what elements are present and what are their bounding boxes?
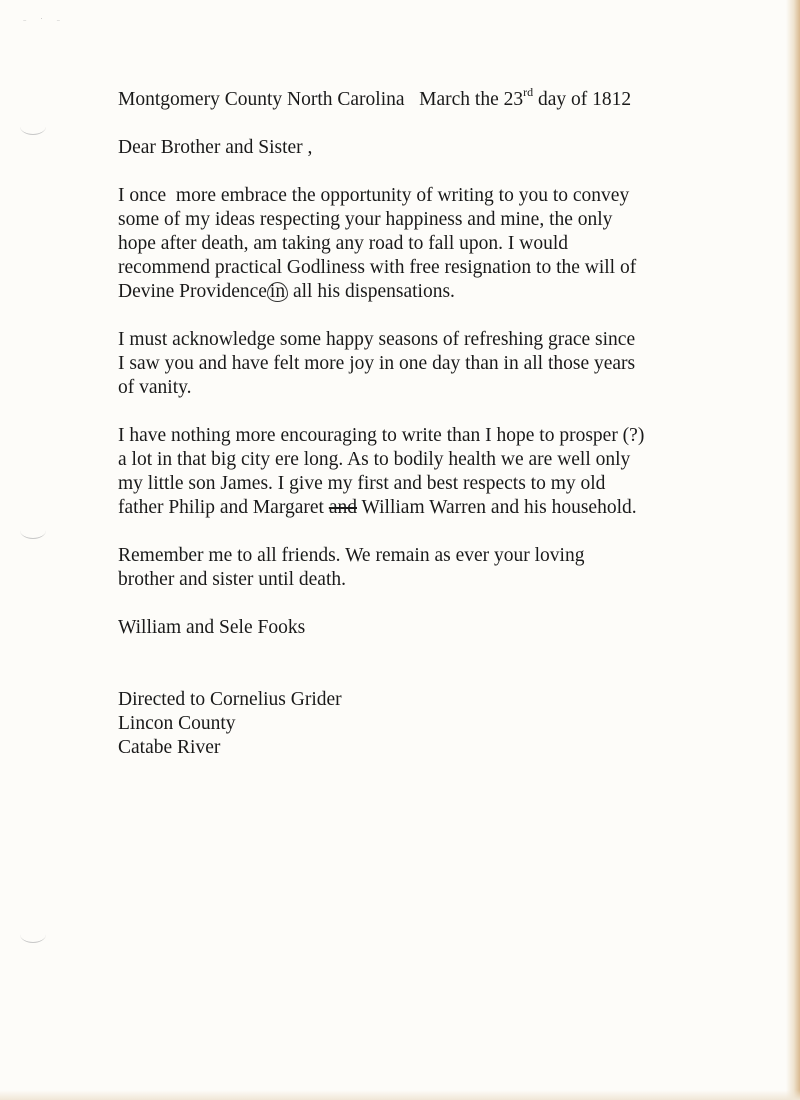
paragraph-line: of vanity. <box>118 377 192 398</box>
paragraph-line: hope after death, am taking any road to fall upon. I would <box>118 233 568 254</box>
address-line: Directed to Cornelius Grider <box>118 689 342 710</box>
paragraph-line: father Philip and Margaret and William Warren and his household. <box>118 497 637 518</box>
address-line: Lincon County <box>118 713 236 734</box>
paragraph-line: Devine Providence in all his dispensations. <box>118 281 455 302</box>
paragraph-line: I once more embrace the opportunity of writing to you to convey <box>118 185 630 206</box>
binder-hole-mark <box>20 926 46 943</box>
paragraph-line: a lot in that big city ere long. As to bodily health we are well only <box>118 449 631 470</box>
address-line: Catabe River <box>118 737 221 758</box>
paragraph-3 <box>118 424 718 520</box>
paragraph-line: I must acknowledge some happy seasons of refreshing grace since <box>118 329 636 350</box>
letter-heading <box>118 85 718 112</box>
paragraph-1 <box>118 184 718 304</box>
heading-date: March the 23rd day of 1812 <box>419 85 632 110</box>
paragraph-line: brother and sister until death. <box>118 569 346 590</box>
paragraph-2 <box>118 328 718 400</box>
paper-bottom-edge <box>0 1090 800 1100</box>
circled-word: in <box>267 282 288 302</box>
scan-smudge: ⁻ ˙ ⁻ <box>22 18 65 28</box>
paragraph-line: I have nothing more encouraging to write than I hope to prosper (?) <box>118 425 645 446</box>
salutation: Dear Brother and Sister , <box>118 137 313 158</box>
paragraph-line: Remember me to all friends. We remain as ever your loving <box>118 545 585 566</box>
paper-edge-shadow <box>786 0 800 1100</box>
binder-hole-mark <box>20 118 46 135</box>
struck-word: and <box>328 497 357 518</box>
signature: William and Sele Fooks <box>118 617 306 638</box>
paragraph-4 <box>118 544 718 592</box>
binder-hole-mark <box>20 522 46 539</box>
address-block <box>118 688 718 760</box>
heading-place: Montgomery County North Carolina <box>118 89 405 110</box>
paragraph-line: my little son James. I give my first and best respects to my old <box>118 473 606 494</box>
paragraph-line: I saw you and have felt more joy in one day than in all those years <box>118 353 636 374</box>
letter-body <box>118 85 718 760</box>
paragraph-line: some of my ideas respecting your happiness and mine, the only <box>118 209 613 230</box>
paragraph-line: recommend practical Godliness with free resignation to the will of <box>118 257 637 278</box>
